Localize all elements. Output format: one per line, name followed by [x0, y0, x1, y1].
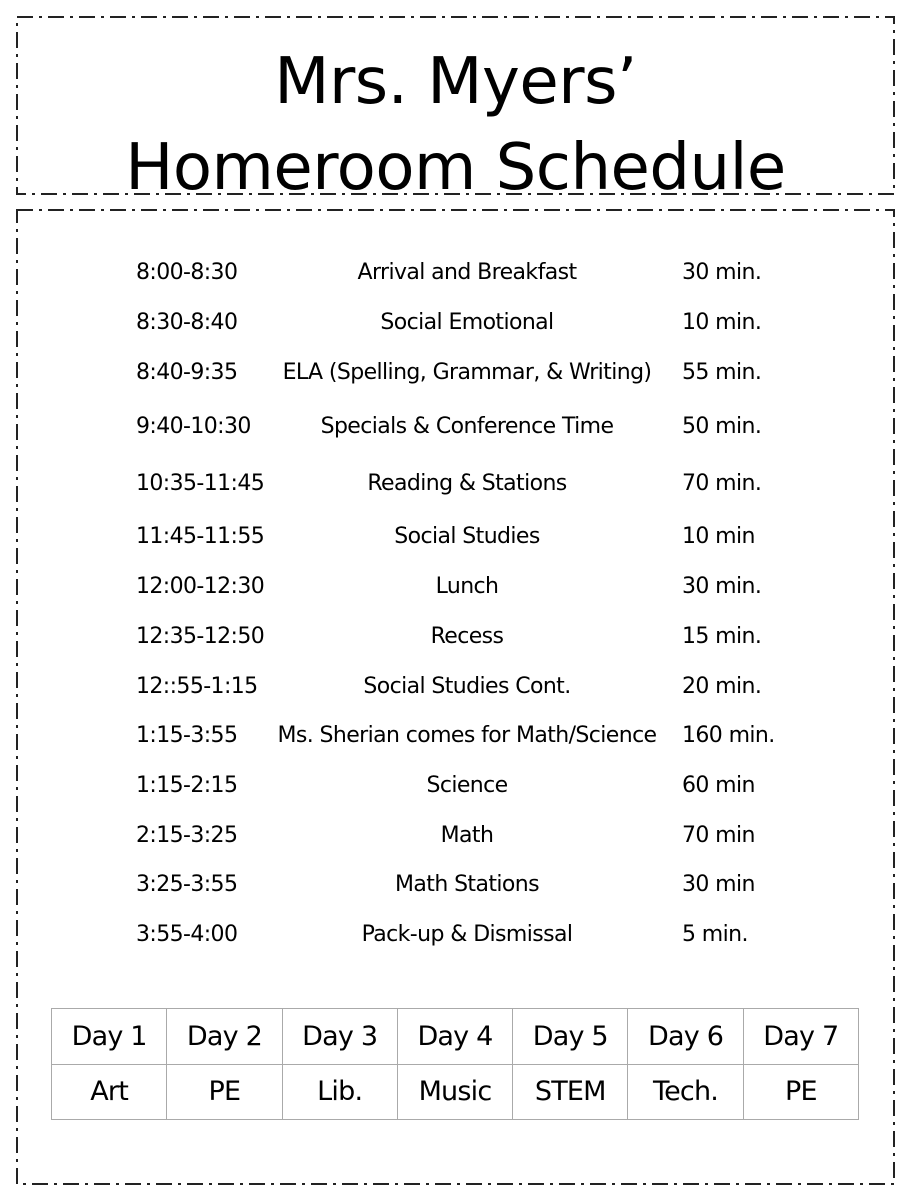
day-cell: Day 4 [397, 1009, 512, 1065]
schedule-row [0, 352, 911, 392]
schedule-activity: Arrival and Breakfast [357, 260, 577, 285]
schedule-row [0, 406, 911, 446]
specials-table [51, 1008, 859, 1120]
day-cell: Day 2 [167, 1009, 282, 1065]
schedule-row [0, 815, 911, 855]
schedule-duration: 55 min. [682, 360, 762, 385]
schedule-row [0, 914, 911, 954]
subjects-row [52, 1064, 859, 1120]
schedule-row [0, 616, 911, 656]
day-cell: Day 3 [282, 1009, 397, 1065]
schedule-activity: Ms. Sherian comes for Math/Science [277, 723, 657, 748]
schedule-time: 3:55-4:00 [136, 922, 238, 947]
schedule-time: 2:15-3:25 [136, 823, 238, 848]
subject-cell: Art [52, 1064, 167, 1120]
schedule-row [0, 864, 911, 904]
title-box [17, 17, 894, 205]
schedule-duration: 70 min [682, 823, 755, 848]
schedule-duration: 15 min. [682, 624, 762, 649]
schedule-activity: Lunch [435, 574, 499, 599]
subject-cell: Tech. [628, 1064, 743, 1120]
day-cell: Day 5 [513, 1009, 628, 1065]
subject-cell: STEM [513, 1064, 628, 1120]
schedule-duration: 30 min. [682, 260, 762, 285]
subject-cell: PE [743, 1064, 858, 1120]
schedule-time: 3:25-3:55 [136, 872, 238, 897]
subject-cell: PE [167, 1064, 282, 1120]
day-cell: Day 6 [628, 1009, 743, 1065]
schedule-time: 1:15-3:55 [136, 723, 238, 748]
schedule-duration: 20 min. [682, 674, 762, 699]
schedule-duration: 30 min [682, 872, 755, 897]
schedule-time: 12:35-12:50 [136, 624, 265, 649]
schedule-duration: 50 min. [682, 414, 762, 439]
schedule-duration: 30 min. [682, 574, 762, 599]
schedule-duration: 10 min. [682, 310, 762, 335]
schedule-activity: Math [440, 823, 494, 848]
schedule-row [0, 666, 911, 706]
schedule-time: 10:35-11:45 [136, 471, 265, 496]
day-cell: Day 7 [743, 1009, 858, 1065]
schedule-activity: Recess [430, 624, 504, 649]
schedule-activity: ELA (Spelling, Grammar, & Writing) [282, 360, 652, 385]
days-row [52, 1009, 859, 1065]
schedule-activity: Specials & Conference Time [320, 414, 614, 439]
schedule-time: 8:00-8:30 [136, 260, 238, 285]
schedule-activity: Social Studies [394, 524, 540, 549]
schedule-activity: Math Stations [395, 872, 539, 897]
schedule-row [0, 302, 911, 342]
schedule-row [0, 715, 911, 755]
schedule-time: 8:30-8:40 [136, 310, 238, 335]
schedule-time: 1:15-2:15 [136, 773, 238, 798]
schedule-row [0, 765, 911, 805]
schedule-duration: 160 min. [682, 723, 775, 748]
schedule-duration: 10 min [682, 524, 755, 549]
day-cell: Day 1 [52, 1009, 167, 1065]
subject-cell: Lib. [282, 1064, 397, 1120]
page-title-line-2: Homeroom Schedule [125, 131, 786, 205]
schedule-row [0, 252, 911, 292]
schedule-time: 11:45-11:55 [136, 524, 265, 549]
schedule-activity: Science [426, 773, 508, 798]
schedule-activity: Social Emotional [380, 310, 554, 335]
schedule-time: 12::55-1:15 [136, 674, 258, 699]
schedule-time: 9:40-10:30 [136, 414, 251, 439]
schedule-time: 12:00-12:30 [136, 574, 265, 599]
schedule-time: 8:40-9:35 [136, 360, 238, 385]
schedule-row [0, 463, 911, 503]
schedule-row [0, 516, 911, 556]
subject-cell: Music [397, 1064, 512, 1120]
schedule-activity: Pack-up & Dismissal [361, 922, 573, 947]
schedule-activity: Social Studies Cont. [363, 674, 571, 699]
page-title-line-1: Mrs. Myers’ [274, 45, 637, 119]
schedule-duration: 60 min [682, 773, 755, 798]
schedule-activity: Reading & Stations [367, 471, 567, 496]
schedule-duration: 70 min. [682, 471, 762, 496]
schedule-row [0, 566, 911, 606]
schedule-duration: 5 min. [682, 922, 748, 947]
